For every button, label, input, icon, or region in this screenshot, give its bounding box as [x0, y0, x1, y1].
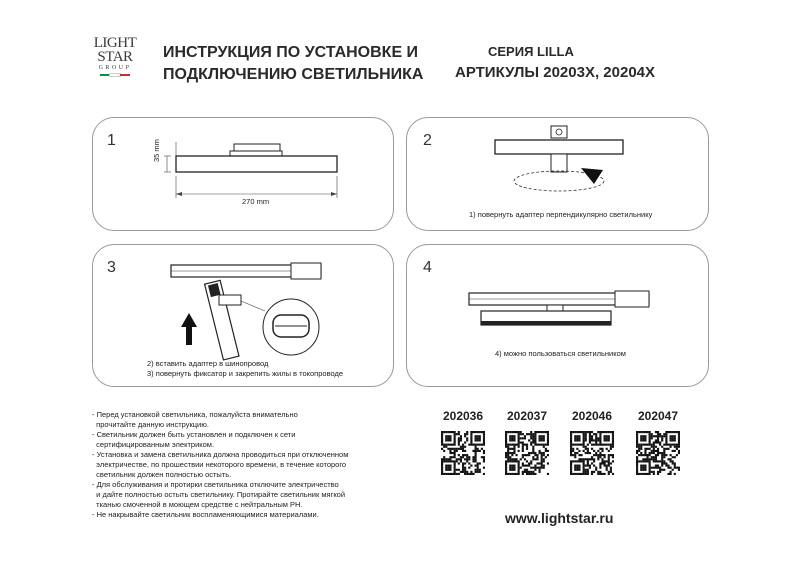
product-code: 202037 — [506, 409, 548, 423]
step-4-caption: 4) можно пользоваться светильником — [495, 349, 626, 358]
note-line: светильник должен полностью остыть. — [92, 470, 232, 479]
note-line: - Установка и замена светильника должна проводиться при отключенном — [92, 450, 349, 459]
step-2-caption: 1) повернуть адаптер перпендикулярно светильнику — [469, 210, 653, 219]
product-code: 202036 — [442, 409, 484, 423]
note-line: сертифицированным электриком. — [92, 440, 215, 449]
brand-line-3: GROUP — [98, 65, 132, 71]
title-line-1: ИНСТРУКЦИЯ ПО УСТАНОВКЕ И — [163, 44, 419, 61]
step-3-caption-1: 2) вставить адаптер в шинопровод — [147, 359, 269, 368]
note-line: - Светильник должен быть установлен и подключен к сети — [92, 430, 296, 439]
italy-flag-icon — [92, 74, 138, 76]
step-4-panel — [406, 244, 709, 387]
product-202046 — [564, 409, 620, 480]
series-label: СЕРИЯ LILLA — [488, 44, 574, 59]
document-title — [163, 42, 423, 86]
brand-logo — [92, 36, 138, 76]
step-4-number: 4 — [423, 259, 432, 276]
product-code: 202047 — [637, 409, 679, 423]
qr-code-icon[interactable] — [636, 431, 680, 475]
safety-notes — [92, 410, 412, 520]
step-2-panel — [406, 117, 709, 231]
step-1-panel — [92, 117, 394, 231]
step-2-number: 2 — [423, 132, 432, 149]
articles-label: АРТИКУЛЫ 20203X, 20204X — [455, 64, 656, 81]
note-line: - Не накрывайте светильник воспламеняющимися материалами. — [92, 510, 319, 519]
step-3-number: 3 — [107, 259, 116, 276]
step-3-panel — [92, 244, 394, 387]
step-3-caption-2: 3) повернуть фиксатор и закрепить жилы в токопроводе — [147, 369, 344, 378]
product-202047 — [630, 409, 686, 480]
product-code: 202046 — [571, 409, 613, 423]
note-line: - Для обслуживания и протирки светильника отключите электричество — [92, 480, 339, 489]
step-1-number: 1 — [107, 132, 116, 149]
qr-code-icon[interactable] — [570, 431, 614, 475]
qr-code-icon[interactable] — [505, 431, 549, 475]
step-1-width-label: 270 mm — [242, 197, 270, 206]
step-4-illustration — [407, 245, 710, 388]
product-202037 — [499, 409, 555, 480]
qr-code-icon[interactable] — [441, 431, 485, 475]
note-line: и дайте полностью остыть светильнику. Протирайте светильник мягкой — [92, 490, 346, 499]
title-line-2: ПОДКЛЮЧЕНИЮ СВЕТИЛЬНИКА — [163, 66, 424, 83]
website-link[interactable]: www.lightstar.ru — [505, 510, 614, 526]
note-line: прочитайте данную инструкцию. — [92, 420, 209, 429]
brand-line-2: STAR — [97, 49, 133, 65]
note-line: электричестве, по прошествии некоторого времени, в течение которого — [92, 460, 347, 469]
step-1-height-label: 35 mm — [152, 139, 161, 162]
note-line: тканью смоченной в моющем средстве с нейтральным PH. — [92, 500, 303, 509]
note-line: - Перед установкой светильника, пожалуйста внимательно — [92, 410, 298, 419]
brand-line-1: LIGHT — [93, 35, 137, 51]
product-202036 — [435, 409, 491, 480]
step-1-illustration — [93, 118, 395, 232]
